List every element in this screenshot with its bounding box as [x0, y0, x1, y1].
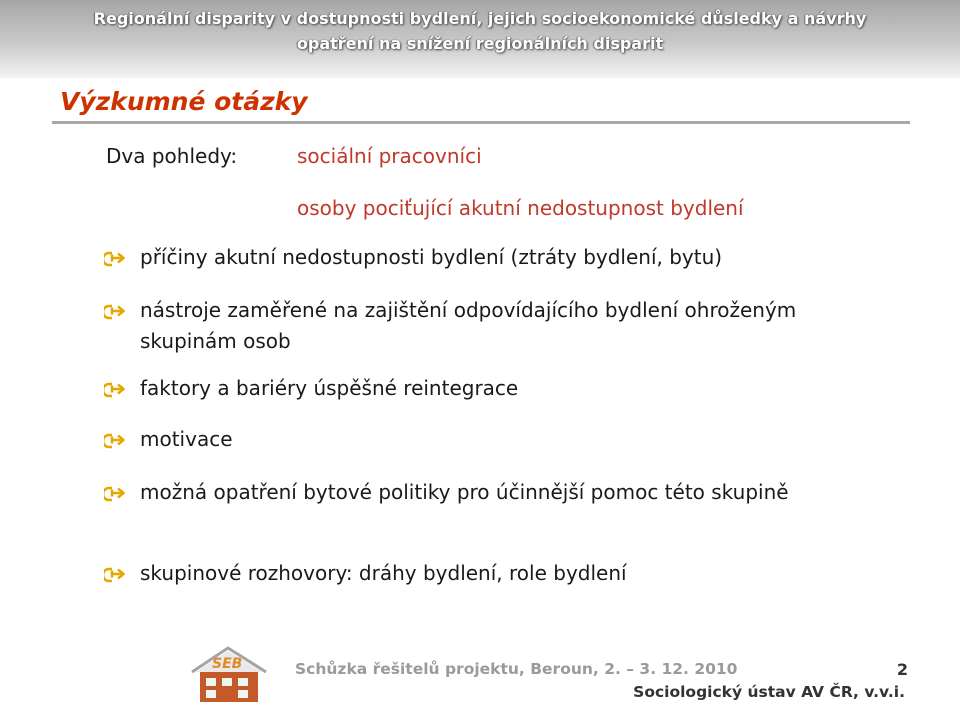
- bullet-item: skupinové rozhovory: dráhy bydlení, role bydlení: [140, 561, 627, 585]
- slide-title: Výzkumné otázky: [60, 87, 308, 116]
- footer-institute: Sociologický ústav AV ČR, v.v.i.: [633, 683, 905, 701]
- views-label: Dva pohledy:: [106, 144, 238, 168]
- curved-arrow-icon: [104, 381, 126, 399]
- footer-meeting-info: Schůzka řešitelů projektu, Beroun, 2. – 3. 12. 2010: [295, 660, 738, 678]
- curved-arrow-icon: [104, 303, 126, 321]
- bullet-item: nástroje zaměřené na zajištění odpovídajícího bydlení ohroženým skupinám osob: [140, 298, 797, 353]
- curved-arrow-icon: [104, 566, 126, 584]
- curved-arrow-icon: [104, 250, 126, 268]
- logo-text: SEB: [212, 656, 243, 672]
- title-divider: [52, 121, 910, 124]
- bullet-item: motivace: [140, 427, 233, 451]
- header-banner: [0, 0, 960, 78]
- bullet-item: faktory a bariéry úspěšné reintegrace: [140, 376, 519, 400]
- header-title-line1: Regionální disparity v dostupnosti bydlení, jejich socioekonomické důsledky a návrhy: [93, 9, 867, 28]
- page-number: 2: [896, 660, 908, 679]
- view-item: sociální pracovníci: [297, 144, 482, 168]
- curved-arrow-icon: [104, 432, 126, 450]
- bullet-item: příčiny akutní nedostupnosti bydlení (ztráty bydlení, bytu): [140, 245, 723, 269]
- curved-arrow-icon: [104, 485, 126, 503]
- project-logo: [188, 642, 270, 704]
- view-item: osoby pociťující akutní nedostupnost bydlení: [297, 196, 744, 220]
- header-title-line2: opatření na snížení regionálních disparit: [296, 34, 664, 53]
- bullet-item: možná opatření bytové politiky pro účinnější pomoc této skupině: [140, 480, 789, 504]
